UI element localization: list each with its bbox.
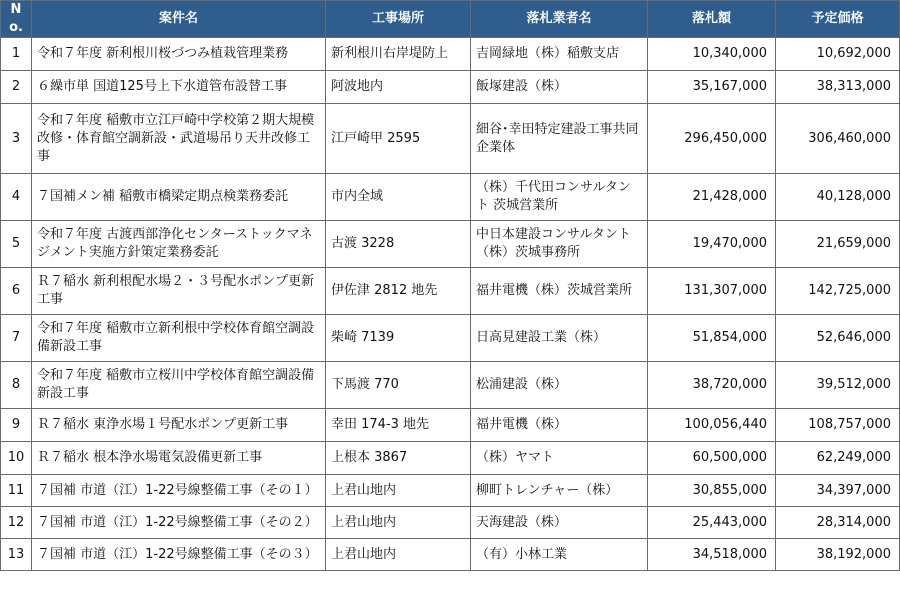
row-no: 13 (1, 539, 32, 571)
planned-price: 40,128,000 (776, 174, 900, 221)
bid-amount: 38,720,000 (648, 362, 776, 409)
project-name: ７国補 市道（江）1-22号線整備工事（その１） (32, 475, 326, 507)
bid-amount: 100,056,440 (648, 409, 776, 442)
header-place: 工事場所 (326, 1, 471, 38)
header-name: 案件名 (32, 1, 326, 38)
row-no: 7 (1, 315, 32, 362)
table-row (1, 174, 900, 221)
table-row (1, 539, 900, 571)
row-no: 1 (1, 38, 32, 71)
bid-amount: 25,443,000 (648, 507, 776, 539)
row-no: 6 (1, 268, 32, 315)
header-no: No. (1, 1, 32, 38)
planned-price: 62,249,000 (776, 442, 900, 475)
project-name: 令和７年度 稲敷市立江戸崎中学校第２期大規模改修・体育館空調新設・武道場吊り天井改修工事 (32, 104, 326, 174)
vendor-name: 天海建設（株） (471, 507, 648, 539)
vendor-name: （株）ヤマト (471, 442, 648, 475)
planned-price: 306,460,000 (776, 104, 900, 174)
vendor-name: 中日本建設コンサルタント（株）茨城事務所 (471, 221, 648, 268)
work-place: 新利根川右岸堤防上 (326, 38, 471, 71)
project-name: ６繰市単 国道125号上下水道管布設替工事 (32, 71, 326, 104)
header-amount: 落札額 (648, 1, 776, 38)
row-no: 12 (1, 507, 32, 539)
row-no: 8 (1, 362, 32, 409)
bid-amount: 10,340,000 (648, 38, 776, 71)
vendor-name: 細谷･幸田特定建設工事共同企業体 (471, 104, 648, 174)
project-name: ７国補メン補 稲敷市橋梁定期点検業務委託 (32, 174, 326, 221)
bid-amount: 30,855,000 (648, 475, 776, 507)
planned-price: 52,646,000 (776, 315, 900, 362)
table-row (1, 475, 900, 507)
table-row (1, 38, 900, 71)
work-place: 上君山地内 (326, 507, 471, 539)
row-no: 10 (1, 442, 32, 475)
row-no: 4 (1, 174, 32, 221)
work-place: 古渡 3228 (326, 221, 471, 268)
work-place: 上君山地内 (326, 475, 471, 507)
header-vendor: 落札業者名 (471, 1, 648, 38)
planned-price: 21,659,000 (776, 221, 900, 268)
work-place: 江戸崎甲 2595 (326, 104, 471, 174)
row-no: 5 (1, 221, 32, 268)
bid-amount: 35,167,000 (648, 71, 776, 104)
vendor-name: 柳町トレンチャー（株） (471, 475, 648, 507)
project-name: ７国補 市道（江）1-22号線整備工事（その２） (32, 507, 326, 539)
work-place: 上根本 3867 (326, 442, 471, 475)
work-place: 柴崎 7139 (326, 315, 471, 362)
table-row (1, 268, 900, 315)
bid-amount: 19,470,000 (648, 221, 776, 268)
project-name: Ｒ７稲水 根本浄水場電気設備更新工事 (32, 442, 326, 475)
vendor-name: 日高見建設工業（株） (471, 315, 648, 362)
table-row (1, 71, 900, 104)
header-planned: 予定価格 (776, 1, 900, 38)
planned-price: 39,512,000 (776, 362, 900, 409)
work-place: 市内全域 (326, 174, 471, 221)
planned-price: 142,725,000 (776, 268, 900, 315)
project-name: 令和７年度 稲敷市立桜川中学校体育館空調設備新設工事 (32, 362, 326, 409)
work-place: 幸田 174-3 地先 (326, 409, 471, 442)
bid-amount: 296,450,000 (648, 104, 776, 174)
bid-amount: 34,518,000 (648, 539, 776, 571)
vendor-name: 松浦建設（株） (471, 362, 648, 409)
bid-amount: 131,307,000 (648, 268, 776, 315)
bid-amount: 60,500,000 (648, 442, 776, 475)
bid-amount: 21,428,000 (648, 174, 776, 221)
table-row (1, 442, 900, 475)
work-place: 伊佐津 2812 地先 (326, 268, 471, 315)
row-no: 11 (1, 475, 32, 507)
table-row (1, 507, 900, 539)
vendor-name: 福井電機（株） (471, 409, 648, 442)
bid-amount: 51,854,000 (648, 315, 776, 362)
project-name: 令和７年度 古渡西部浄化センターストックマネジメント実施方針策定業務委託 (32, 221, 326, 268)
table-row (1, 221, 900, 268)
project-name: 令和７年度 新利根川桜づつみ植栽管理業務 (32, 38, 326, 71)
row-no: 9 (1, 409, 32, 442)
work-place: 上君山地内 (326, 539, 471, 571)
planned-price: 10,692,000 (776, 38, 900, 71)
row-no: 3 (1, 104, 32, 174)
planned-price: 28,314,000 (776, 507, 900, 539)
project-name: ７国補 市道（江）1-22号線整備工事（その３） (32, 539, 326, 571)
work-place: 下馬渡 770 (326, 362, 471, 409)
vendor-name: 福井電機（株）茨城営業所 (471, 268, 648, 315)
planned-price: 34,397,000 (776, 475, 900, 507)
planned-price: 108,757,000 (776, 409, 900, 442)
vendor-name: （株）千代田コンサルタント 茨城営業所 (471, 174, 648, 221)
table-row (1, 315, 900, 362)
table-row (1, 409, 900, 442)
project-name: Ｒ７稲水 新利根配水場２・３号配水ポンプ更新工事 (32, 268, 326, 315)
row-no: 2 (1, 71, 32, 104)
header-row (1, 1, 900, 38)
planned-price: 38,192,000 (776, 539, 900, 571)
project-name: Ｒ７稲水 東浄水場１号配水ポンプ更新工事 (32, 409, 326, 442)
table-row (1, 362, 900, 409)
project-name: 令和７年度 稲敷市立新利根中学校体育館空調設備新設工事 (32, 315, 326, 362)
planned-price: 38,313,000 (776, 71, 900, 104)
vendor-name: （有）小林工業 (471, 539, 648, 571)
work-place: 阿波地内 (326, 71, 471, 104)
table-row (1, 104, 900, 174)
vendor-name: 飯塚建設（株） (471, 71, 648, 104)
vendor-name: 吉岡緑地（株）稲敷支店 (471, 38, 648, 71)
